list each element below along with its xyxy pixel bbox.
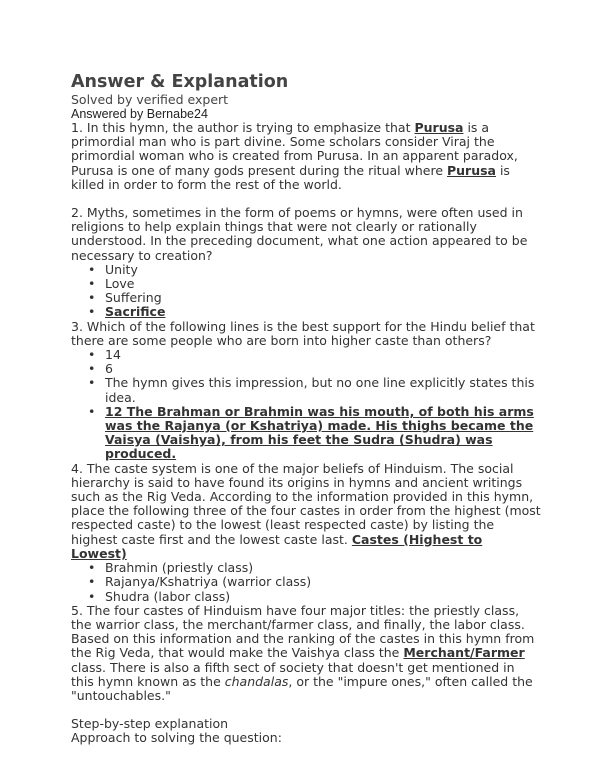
list-item: • The hymn gives this impression, but no one line explicitly states this idea. [105, 376, 541, 404]
q1-answer-purusa-2: Purusa [446, 162, 496, 178]
list-item-answer [105, 405, 541, 462]
question-1 [71, 121, 541, 192]
list-item: • 6 [105, 362, 541, 376]
q5-chandalas: chandalas [224, 673, 289, 689]
list-item: • Unity [105, 263, 541, 277]
list-item: • Love [105, 277, 541, 291]
question-3: 3. Which of the following lines is the best support for the Hindu belief that there are some people who are born into higher caste than others? [71, 318, 535, 348]
q1-text-2: is a primordial man who is part divine. Some scholars consider Viraj the primordial woman who is created from Purusa. In an apparent paradox, Purusa is one of many gods present during the ritual where [71, 120, 518, 178]
q5-text-2: class. There is also a fifth sect of society that doesn't get mentioned in this hymn known as the [71, 659, 515, 689]
q2-options [71, 263, 541, 320]
approach-heading: Approach to solving the question: [71, 730, 282, 746]
page-title: Answer & Explanation [71, 72, 289, 92]
verified-subtitle: Solved by verified expert [71, 92, 229, 107]
answer-document [71, 72, 541, 746]
q1-answer-purusa-1: Purusa [414, 120, 464, 135]
list-item: • 14 [105, 348, 541, 362]
list-item-answer [105, 305, 541, 319]
list-item: • Rajanya/Kshatriya (warrior class) [105, 575, 541, 589]
q5-text-1: 5. The four castes of Hinduism have four major titles: the priestly class, the warrior class, the merchant/farmer class, and finally, the labor class. Based on this information and the ranking of the castes in this hymn from the Rig Veda, that would make the Vaishya class the [71, 602, 535, 661]
q5-text-3: , or the "impure ones," often called the "untouchables." [71, 673, 533, 703]
q2-answer: Sacrifice [105, 304, 166, 320]
q3-answer: 12 The Brahman or Brahmin was his mouth, of both his arms was the Rajanya (or Kshatriya) made. His thighs became the Vaisya (Vaishya), from his feet the Sudra (Shudra) was produced. [105, 403, 534, 462]
q4-text: 4. The caste system is one of the major beliefs of Hinduism. The social hierarchy is said to have found its origins in hymns and ancient writings such as the Rig Veda. According to the information provided in this hymn, place the following three of the four castes in order from the highest (most respected caste) to the lowest (least respected caste) by listing the highest caste first and the lowest caste last. [71, 460, 541, 547]
spacer [71, 703, 541, 717]
question-5 [71, 604, 541, 703]
q3-options [71, 348, 541, 462]
step-by-step-heading: Step-by-step explanation [71, 716, 229, 732]
q1-text-3: is killed in order to form the rest of the world. [71, 162, 510, 192]
list-item: • Brahmin (priestly class) [105, 561, 541, 575]
question-2: 2. Myths, sometimes in the form of poems or hymns, were often used in religions to help explain things that were not clearly or rationally understood. In the preceding document, what one action appeared to be necessary to creation? [71, 205, 528, 263]
spacer [71, 192, 541, 206]
q1-text-1: 1. In this hymn, the author is trying to emphasize that [71, 120, 415, 135]
q4-castes [71, 561, 541, 604]
answered-by: Answered by Bernabe24 [71, 107, 208, 121]
question-4 [71, 462, 541, 561]
q4-heading: Castes (Highest to Lowest) [71, 531, 483, 561]
list-item: • Suffering [105, 291, 541, 305]
q5-answer: Merchant/Farmer [403, 645, 525, 661]
list-item: • Shudra (labor class) [105, 590, 541, 604]
